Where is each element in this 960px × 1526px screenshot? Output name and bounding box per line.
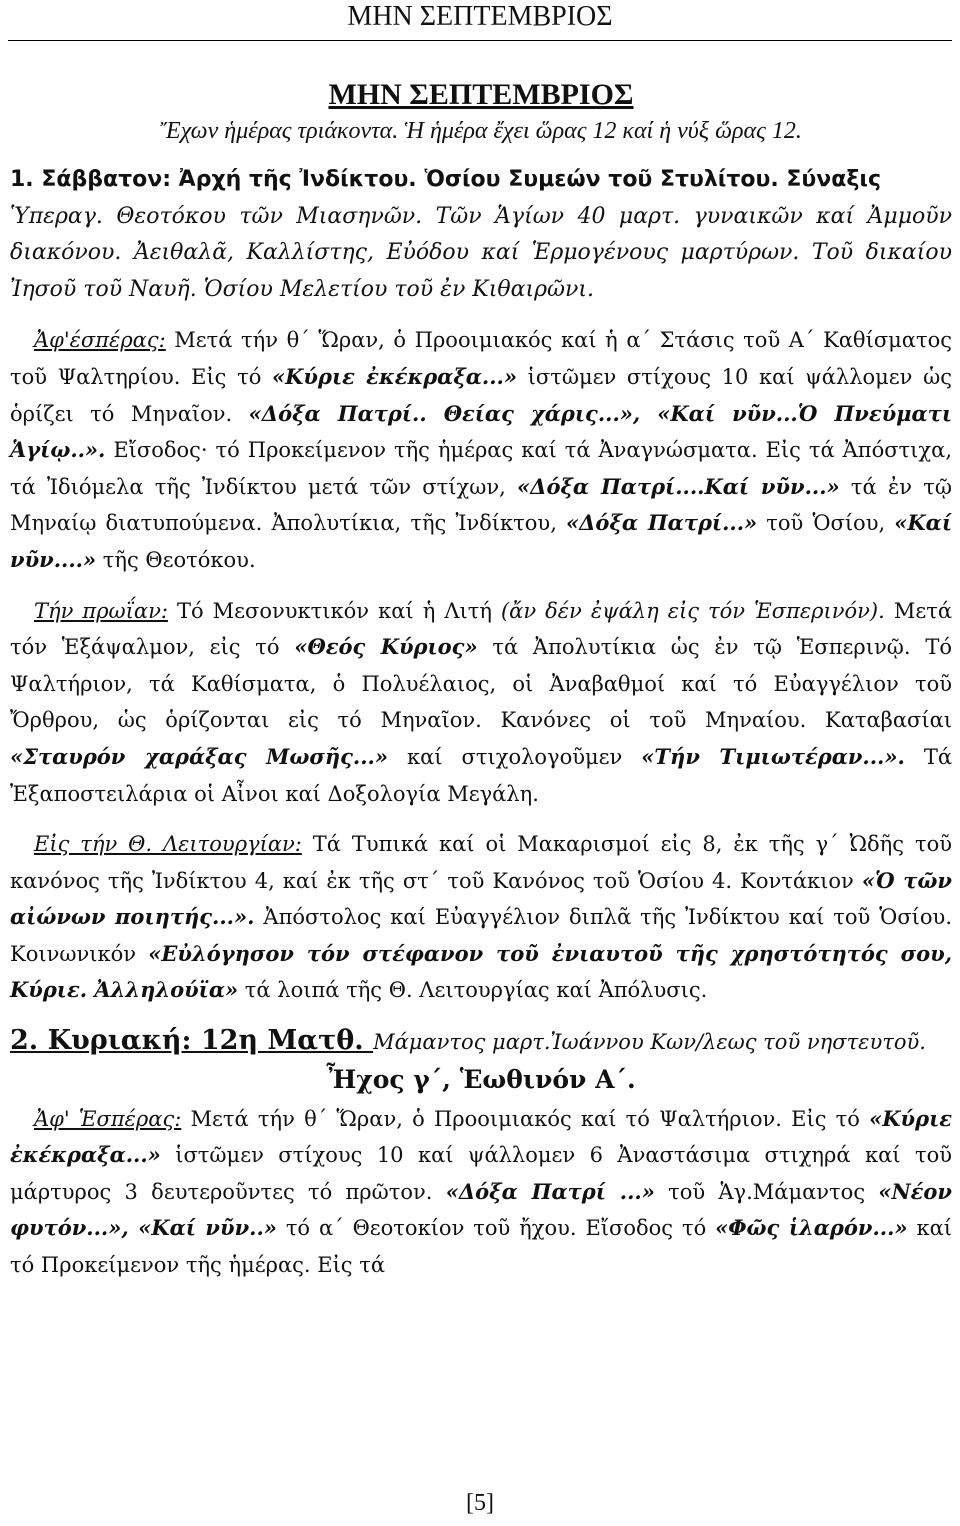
hymn-incipit: «Εὐλόγησον τόν στέφανον τοῦ ἐνιαυτοῦ τῆς χρηστότητός σου, Κύριε. Ἀλληλούϊα»: [10, 940, 953, 1003]
text-run: Μετά τόν Ἑξάψαλμον, εἰς τό: [10, 598, 953, 660]
text-run: καί στιχολογοῦμεν: [387, 744, 642, 769]
hymn-incipit: «Καί νῦν....»: [10, 510, 952, 572]
day1-liturgy: [10, 826, 952, 1009]
day1-saints: Ὑπεραγ. Θεοτόκου τῶν Μιασηνῶν. Τῶν Ἁγίων 40 μαρτ. γυναικῶν καί Ἀμμοῦν διακόνου. Ἀειθαλᾶ, Καλλίστης, Εὐόδου καί Ἑρμογένους μαρτύρων. Τοῦ δικαίου Ἰησοῦ τοῦ Ναυῆ. Ὁσίου Μελετίου τοῦ ἐν Κιθαιρῶνι.: [10, 203, 952, 302]
day2-vespers-label: Ἀφ' Ἑσπέρας:: [34, 1106, 182, 1131]
day1-matins: [10, 593, 952, 813]
hymn-incipit: «Σταυρόν χαράξας Μωσῆς...»: [10, 743, 388, 769]
day2-saints: Μάμαντος μαρτ.Ἰωάννου Κων/λεως τοῦ νηστευτοῦ.: [373, 1030, 926, 1055]
text-run: Μετά τήν θ΄ Ὥραν, ὁ Προοιμιακός καί ἡ α΄ Στάσις τοῦ Α΄ Καθίσματος τοῦ Ψαλτηρίου. Εἰς τό: [10, 328, 952, 389]
text-run: ἱστῶμεν στίχους 10 καί ψάλλομεν 6 Ἀναστάσιμα στιχηρά καί τοῦ μάρτυρος 3 δευτεροῦντες τό πρῶτον.: [10, 1143, 952, 1204]
text-run: ἱστῶμεν στίχους 10 καί ψάλλομεν ὡς ὁρίζει τό Μηναῖον.: [10, 364, 952, 426]
hymn-incipit: «Δόξα Πατρί ...»: [445, 1178, 655, 1204]
page-content: [10, 76, 952, 1284]
day2-tone: Ἦχος γ΄, Ἑωθινόν Α΄.: [326, 1064, 636, 1094]
day1-vespers-label: Ἀφ'έσπέρας:: [34, 328, 166, 353]
hymn-incipit: «Κύριε ἐκέκραξα...»: [272, 363, 517, 389]
running-header: ΜΗΝ ΣΕΠΤΕΜΒΡΙΟΣ: [347, 1, 613, 32]
day1-label: 1. Σάββατον: Ἀρχή τῆς Ἰνδίκτου. Ὁσίου Συμεών τοῦ Στυλίτου. Σύναξις: [10, 167, 881, 192]
text-run: Τά Ἐξαποστειλάρια οἱ Αἶνοι καί Δοξολογία Μεγάλη.: [10, 744, 953, 806]
hymn-incipit: «Δόξα Πατρί...»: [566, 510, 758, 536]
text-run: τοῦ Ἁγ.Μάμαντος: [654, 1179, 879, 1204]
day2-entry: [10, 1023, 952, 1061]
text-run: τοῦ Ὁσίου,: [757, 511, 895, 536]
month-intro: Ἔχων ἡμέρας τριάκοντα. Ἡ ἡμέρα ἔχει ὥρας 12 καί ἡ νύξ ὥρας 12.: [160, 118, 802, 144]
hymn-incipit: «Φῶς ἱλαρόν...»: [715, 1215, 908, 1241]
hymn-incipit: «Θεός Κύριος»: [294, 634, 478, 660]
rubric-note: (ἄν δέν ἐψάλη εἰς τόν Ἑσπερινόν).: [500, 598, 885, 623]
text-run: τό α΄ Θεοτοκίον τοῦ ἤχου. Εἴσοδος τό: [276, 1216, 716, 1241]
text-run: Μετά τήν θ΄ Ὥραν, ὁ Προοιμιακός καί τό Ψαλτήριον. Εἰς τό: [181, 1106, 870, 1131]
text-run: τά Ἀπολυτίκια ὡς ἐν τῷ Ἑσπερινῷ. Τό Ψαλτήριον, τά Καθίσματα, ὁ Πολυέλαιος, οἱ Ἀναβαθμοί καί τό Εὐαγγέλιον τοῦ Ὄρθρου, ὡς ὁρίζονται εἰς τό Μηναῖον. Κανόνες οἱ τοῦ Μηναίου. Καταβασίαι: [10, 635, 952, 733]
text-run: Τό Μεσονυκτικόν καί ἡ Λιτή: [167, 598, 501, 623]
day1-entry: [10, 162, 952, 308]
hymn-incipit: «Δόξα Πατρί.. Θείας χάρις...», «Καί νῦν...Ὁ Πνεύματι Ἁγίῳ..».: [10, 400, 952, 463]
text-run: τῆς Θεοτόκου.: [96, 547, 256, 572]
day1-liturgy-label: Εἰς τήν Θ. Λειτουργίαν:: [34, 832, 302, 857]
page-number: [5]: [466, 1490, 494, 1516]
hymn-incipit: «Κύριε ἐκέκραξα...»: [10, 1105, 952, 1168]
hymn-incipit: «Τήν Τιμιωτέραν...».: [641, 743, 905, 769]
hymn-incipit: «Ὁ τῶν αἰώνων ποιητής...».: [10, 867, 952, 930]
day2-label: 2. Κυριακή: 12η Ματθ.: [10, 1025, 374, 1057]
day1-matins-label: Τήν πρωΐαν:: [34, 598, 168, 623]
text-run: τά ἐν τῷ Μηναίῳ διατυπούμενα. Ἀπολυτίκια, τῆς Ἰνδίκτου,: [10, 474, 952, 536]
page-title: ΜΗΝ ΣΕΠΤΕΜΒΡΙΟΣ: [328, 78, 634, 111]
text-run: καί τό Προκείμενον τῆς ἡμέρας. Εἰς τά: [10, 1216, 952, 1278]
day1-vespers: [10, 322, 952, 578]
text-run: Ἀπόστολος καί Εὐαγγέλιον διπλᾶ τῆς Ἰνδίκτου καί τοῦ Ὁσίου. Κοινωνικόν: [10, 905, 952, 966]
hymn-incipit: «Νέον φυτόν...», «Καί νῦν..»: [10, 1178, 953, 1241]
header-rule: [8, 40, 952, 41]
text-run: τά λοιπά τῆς Θ. Λειτουργίας καί Ἀπόλυσις.: [238, 978, 708, 1003]
text-run: Τά Τυπικά καί οἱ Μακαρισμοί εἰς 8, ἐκ τῆς γ΄ Ὠδῆς τοῦ κανόνος τῆς Ἰνδίκτου 4, καί ἐκ τῆς στ΄ τοῦ Κανόνος τοῦ Ὁσίου 4. Κοντάκιον: [10, 832, 952, 893]
text-run: Εἴσοδος· τό Προκείμενον τῆς ἡμέρας καί τά Ἀναγνώσματα. Εἰς τά Ἀπόστιχα, τά Ἰδιόμελα τῆς Ἰνδίκτου μετά τῶν στίχων,: [10, 438, 952, 499]
day2-vespers: [10, 1101, 952, 1284]
hymn-incipit: «Δόξα Πατρί....Καί νῦν...»: [517, 473, 840, 499]
